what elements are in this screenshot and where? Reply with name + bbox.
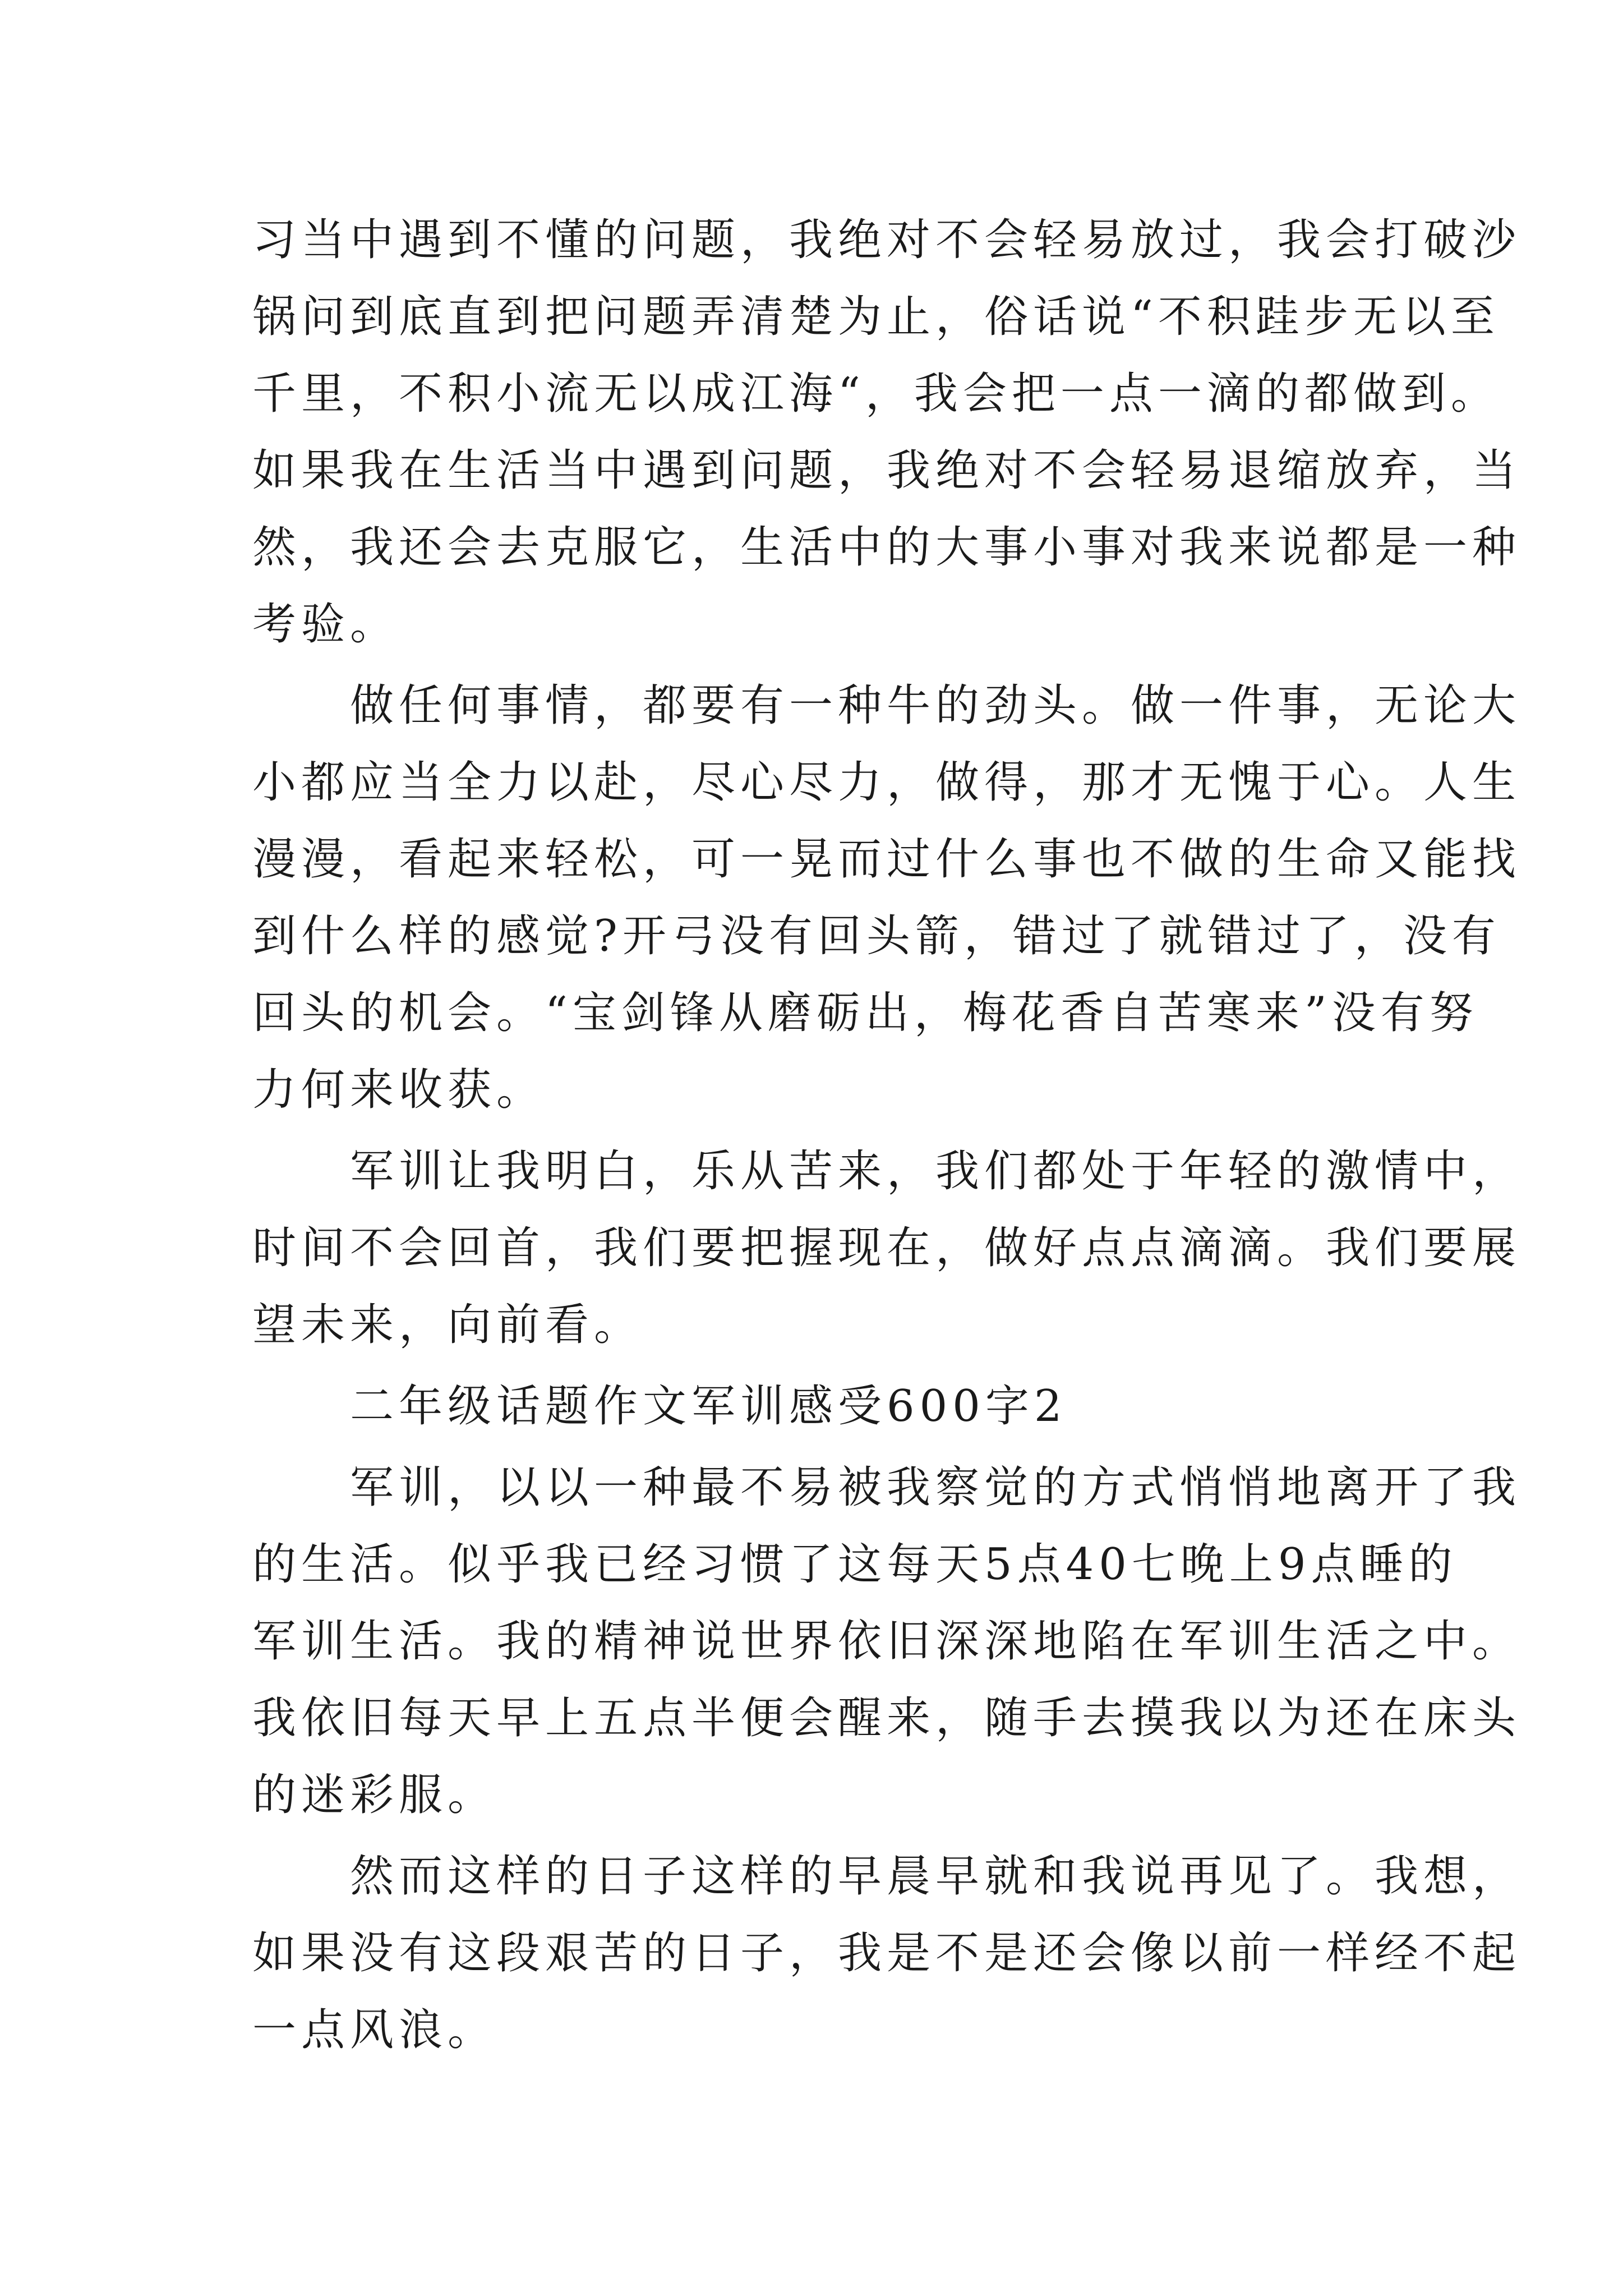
text-line: 小都应当全力以赴，尽心尽力，做得，那才无愧于心。人生 xyxy=(252,757,1521,808)
text-line: 千里，不积小流无以成江海“，我会把一点一滴的都做到。 xyxy=(252,369,1500,419)
text-line: 力何来收获。 xyxy=(252,1065,546,1115)
text-line: 到什么样的感觉?开弓没有回头箭，错过了就错过了，没有 xyxy=(252,911,1501,961)
text-line: 军训，以以一种最不易被我察觉的方式悄悄地离开了我 xyxy=(252,1462,1521,1513)
text-line: 望未来，向前看。 xyxy=(252,1300,643,1350)
document-body xyxy=(252,202,1521,2069)
text-line: 习当中遇到不懂的问题，我绝对不会轻易放过，我会打破沙 xyxy=(252,215,1521,265)
text-line: 的迷彩服。 xyxy=(252,1770,497,1820)
text-line: 一点风浪。 xyxy=(252,2005,497,2055)
text-line: 然，我还会去克服它，生活中的大事小事对我来说都是一种 xyxy=(252,522,1521,573)
text-line: 我依旧每天早上五点半便会醒来，随手去摸我以为还在床头 xyxy=(252,1693,1521,1743)
text-line: 漫漫，看起来轻松，可一晃而过什么事也不做的生命又能找 xyxy=(252,834,1521,885)
text-line: 做任何事情，都要有一种牛的劲头。做一件事，无论大 xyxy=(252,680,1521,731)
text-line: 如果我在生活当中遇到问题，我绝对不会轻易退缩放弃，当 xyxy=(252,445,1521,496)
text-line: 军训让我明白，乐从苦来，我们都处于年轻的激情中， xyxy=(252,1146,1521,1197)
section-heading: 二年级话题作文军训感受600字2 xyxy=(252,1381,1067,1432)
text-line: 然而这样的日子这样的早晨早就和我说再见了。我想， xyxy=(252,1851,1521,1902)
text-line: 锅问到底直到把问题弄清楚为止，俗话说“不积跬步无以至 xyxy=(252,292,1500,342)
text-line: 的生活。似乎我已经习惯了这每天5点40七晚上9点睡的 xyxy=(252,1539,1458,1590)
text-line: 军训生活。我的精神说世界依旧深深地陷在军训生活之中。 xyxy=(252,1616,1521,1667)
text-line: 时间不会回首，我们要把握现在，做好点点滴滴。我们要展 xyxy=(252,1223,1521,1273)
text-line: 如果没有这段艰苦的日子，我是不是还会像以前一样经不起 xyxy=(252,1928,1521,1978)
text-line: 考验。 xyxy=(252,599,399,650)
text-line: 回头的机会。“宝剑锋从磨砺出，梅花香自苦寒来”没有努 xyxy=(252,988,1478,1038)
